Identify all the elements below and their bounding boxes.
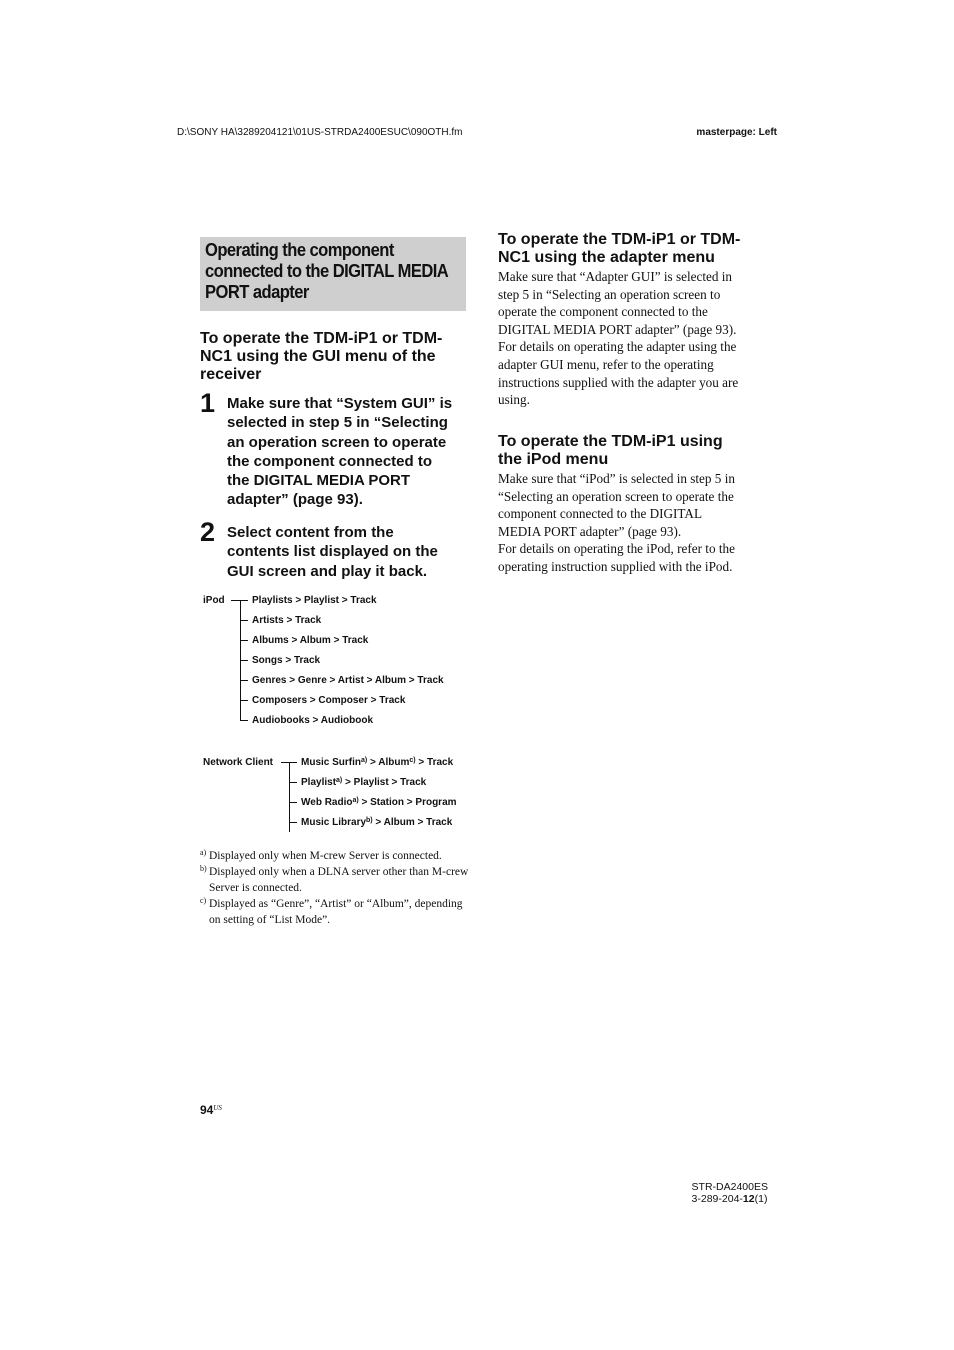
footnote-mark: b) (200, 864, 207, 873)
ipod-tree-item: Songs > Track (252, 655, 321, 666)
network-tree-item (301, 817, 452, 828)
footnote-mark: c) (200, 896, 207, 905)
network-tree-item (301, 797, 457, 808)
network-tree-item (301, 757, 453, 768)
network-tree-item (301, 777, 426, 788)
footnote-mark: a) (336, 777, 343, 784)
ipod-tree-item: Composers > Composer > Track (252, 695, 406, 706)
tree-branch (240, 720, 248, 721)
page-number (200, 1103, 222, 1117)
ipod-tree-item: Genres > Genre > Artist > Album > Track (252, 675, 444, 686)
step-text: Make sure that “System GUI” is selected in step 5 in “Selecting an operation screen to operate the component connected to the DIGITAL MEDIA PORT adapter” (page 93). (227, 395, 453, 509)
document-code (692, 1193, 768, 1205)
page-number-value: 94 (200, 1103, 214, 1117)
ipod-tree-root: iPod (203, 595, 225, 606)
footnote-mark: c) (409, 757, 416, 764)
item-text: Playlist (301, 777, 337, 788)
footnotes (200, 848, 470, 928)
item-text: > Station > Program (358, 797, 457, 808)
tree-branch (240, 640, 248, 641)
masterpage-label: masterpage: Left (696, 127, 777, 138)
tree-branch (289, 782, 297, 783)
tree-branch (240, 660, 248, 661)
tree-branch (240, 700, 248, 701)
code-suffix: (1) (754, 1193, 768, 1205)
footnote-text: Displayed only when a DLNA server other than M-crew Server is connected. (209, 866, 469, 894)
section-title-box (200, 237, 466, 311)
footnote-mark: a) (352, 797, 359, 804)
footnote-mark: b) (366, 817, 373, 824)
item-text: > Album (367, 757, 410, 768)
ipod-tree-item: Playlists > Playlist > Track (252, 595, 377, 606)
footnote (200, 848, 470, 864)
section-title: Operating the component connected to the DIGITAL MEDIA PORT adapter (205, 240, 449, 302)
footnote-text: Displayed only when M-crew Server is connected. (209, 850, 442, 862)
adapter-menu-heading: To operate the TDM-iP1 or TDM- NC1 using the adapter menu (498, 231, 741, 266)
ipod-menu-body: Make sure that “iPod” is selected in step 5 in “Selecting an operation screen to operate the component connected to the DIGITAL MEDIA PORT adapter” (page 93). For details on operating the iPod, refer to the operating instruction supplied with the iPod. (498, 471, 735, 574)
footnote-mark: a) (361, 757, 368, 764)
footnote-mark: a) (200, 848, 207, 857)
ipod-tree-item: Albums > Album > Track (252, 635, 369, 646)
model-code (692, 1181, 768, 1205)
file-path: D:\SONY HA\3289204121\01US-STRDA2400ESUC\090OTH.fm (177, 127, 463, 138)
tree-branch (240, 620, 248, 621)
footnote (200, 896, 470, 928)
page-number-suffix: US (213, 1104, 222, 1112)
item-text: Web Radio (301, 797, 353, 808)
footnote (200, 864, 470, 896)
adapter-menu-body: Make sure that “Adapter GUI” is selected in step 5 in “Selecting an operation screen to operate the component connected to the DIGITAL MEDIA PORT adapter” (page 93). For details on operating the adapter using the adapter GUI menu, refer to the operating instructions supplied with the adapter you are using. (498, 269, 739, 408)
gui-menu-heading: To operate the TDM-iP1 or TDM- NC1 using the GUI menu of the receiver (200, 330, 443, 383)
item-text: Music Library (301, 817, 367, 828)
item-text: > Album > Track (372, 817, 453, 828)
step-text: Select content from the contents list displayed on the GUI screen and play it back. (227, 524, 438, 580)
tree-branch (289, 822, 297, 823)
ipod-tree-item: Artists > Track (252, 615, 322, 626)
item-text: > Track (415, 757, 454, 768)
step-number: 2 (200, 517, 216, 547)
network-tree-root: Network Client (203, 757, 274, 768)
ipod-tree-item: Audiobooks > Audiobook (252, 715, 374, 726)
item-text: Music Surfin (301, 757, 362, 768)
ipod-menu-heading: To operate the TDM-iP1 using the iPod menu (498, 433, 723, 468)
footnote-text: Displayed as “Genre”, “Artist” or “Album”, depending on setting of “List Mode”. (209, 898, 463, 926)
tree-branch (240, 680, 248, 681)
step-number: 1 (200, 388, 216, 418)
code-prefix: 3-289-204- (691, 1193, 743, 1205)
item-text: > Playlist > Track (342, 777, 427, 788)
tree-branch (289, 802, 297, 803)
model-name: STR-DA2400ES (691, 1181, 768, 1193)
code-bold: 12 (742, 1193, 755, 1205)
